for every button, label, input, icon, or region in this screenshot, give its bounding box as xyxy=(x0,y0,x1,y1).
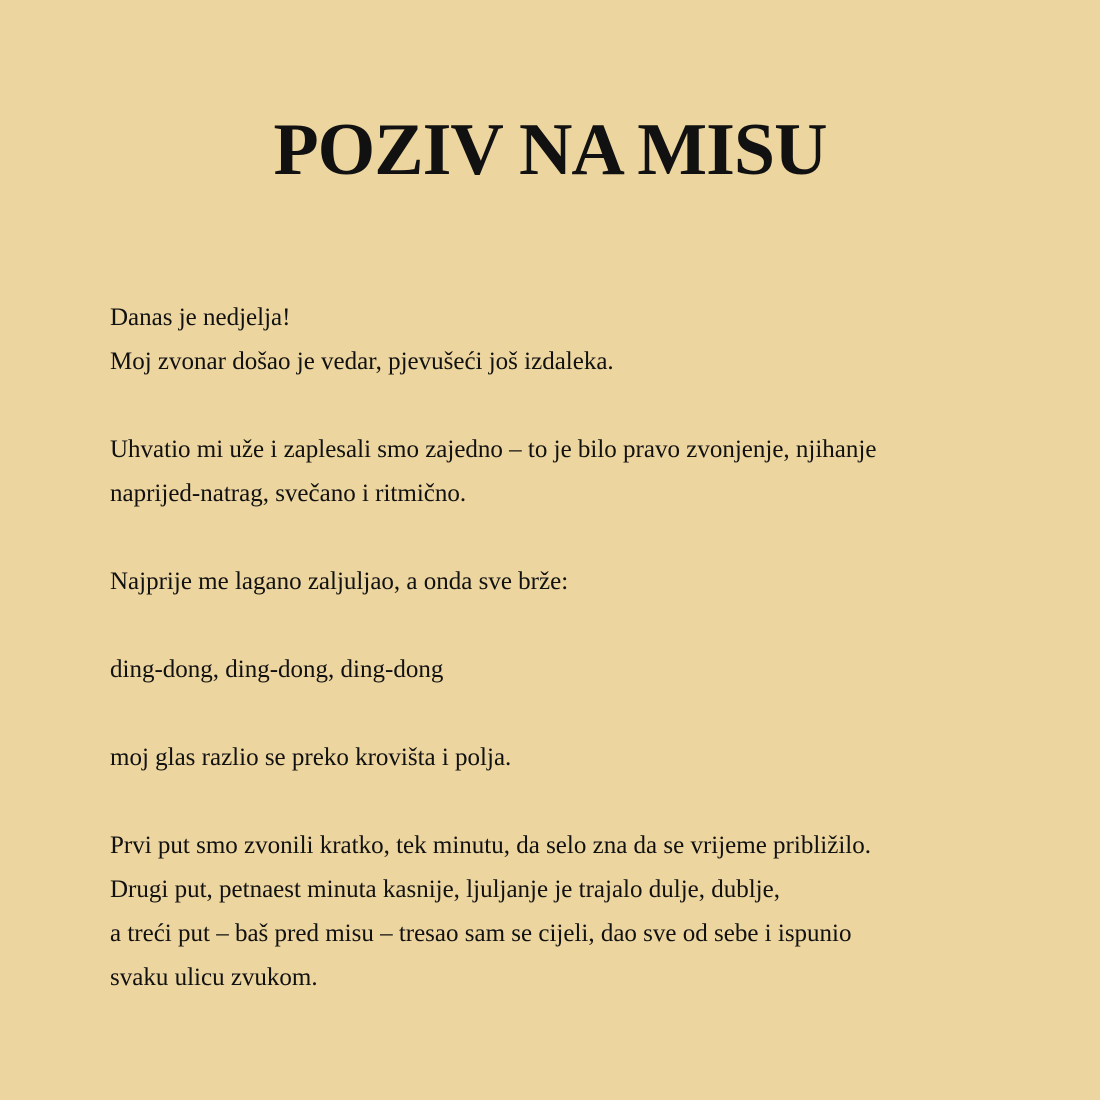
text-line: Prvi put smo zvonili kratko, tek minutu, da selo zna da se vrijeme približilo. xyxy=(110,832,871,859)
text-line: svaku ulicu zvukom. xyxy=(110,964,318,991)
paragraph xyxy=(110,824,1010,1000)
text-line: a treći put – baš pred misu – tresao sam se cijeli, dao sve od sebe i ispunio xyxy=(110,920,852,947)
text-line: ding-dong, ding-dong, ding-dong xyxy=(110,656,444,683)
paragraph xyxy=(110,560,1010,604)
paragraph xyxy=(110,296,1010,384)
page-title: POZIV NA MISU xyxy=(273,109,827,191)
text-line: Najprije me lagano zaljuljao, a onda sve brže: xyxy=(110,568,569,595)
paragraph xyxy=(110,736,1010,780)
text-line: moj glas razlio se preko krovišta i polja. xyxy=(110,744,512,771)
text-line: Danas je nedjelja! xyxy=(110,304,291,331)
paragraph xyxy=(110,648,1010,692)
text-line: Drugi put, petnaest minuta kasnije, ljuljanje je trajalo dulje, dublje, xyxy=(110,876,780,903)
text-line: naprijed-natrag, svečano i ritmično. xyxy=(110,480,467,507)
document-body xyxy=(110,296,1010,1044)
text-line: Moj zvonar došao je vedar, pjevušeći još izdaleka. xyxy=(110,348,614,375)
paragraph xyxy=(110,428,1010,516)
text-line: Uhvatio mi uže i zaplesali smo zajedno – to je bilo pravo zvonjenje, njihanje xyxy=(110,436,877,463)
